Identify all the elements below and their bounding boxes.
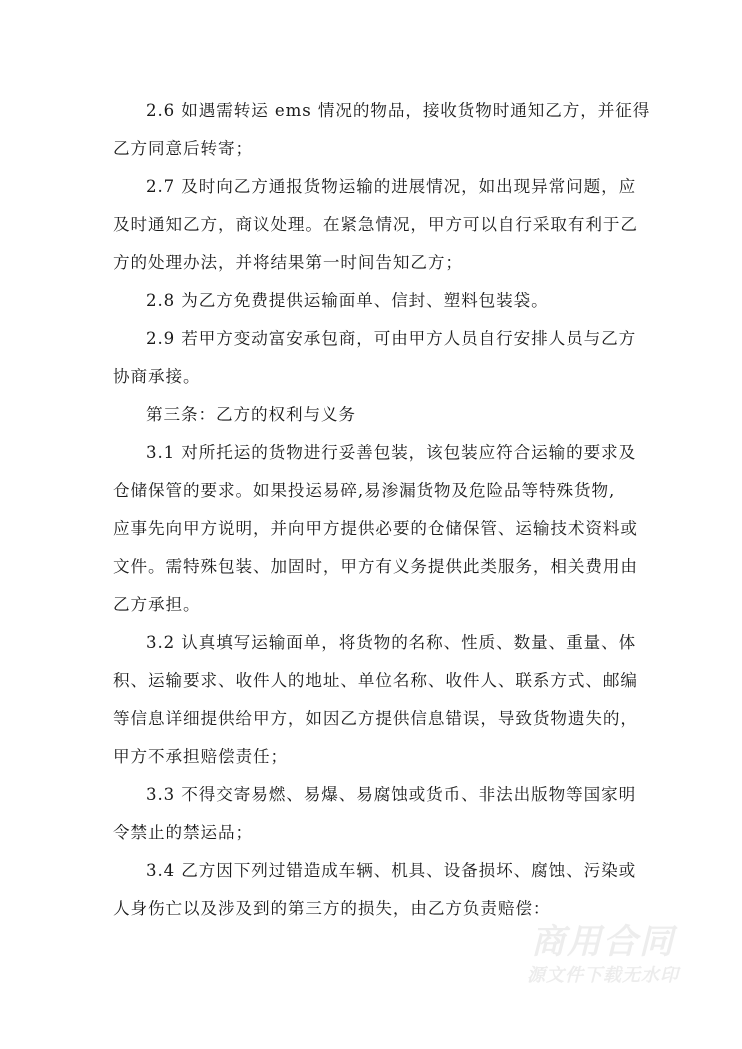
clause-2-8-line-1: 2.8 为乙方免费提供运输面单、信封、塑料包装袋。 — [146, 291, 549, 310]
clause-3-1-line-1: 3.1 对所托运的货物进行妥善包装，该包装应符合运输的要求及 — [146, 443, 637, 462]
clause-3-2-line-1: 3.2 认真填写运输面单，将货物的名称、性质、数量、重量、体 — [146, 633, 637, 652]
clause-3-1-line-3: 应事先向甲方说明，并向甲方提供必要的仓储保管、运输技术资料或 — [113, 519, 638, 538]
clause-3-2-line-3: 等信息详细提供给甲方，如因乙方提供信息错误，导致货物遗失的， — [113, 709, 638, 728]
clause-3-3-line-2: 令禁止的禁运品； — [113, 823, 253, 842]
clause-2-7-line-1: 2.7 及时向乙方通报货物运输的进展情况，如出现异常问题，应 — [146, 177, 637, 196]
section-3-heading: 第三条：乙方的权利与义务 — [146, 405, 356, 424]
clause-2-7-line-2: 及时通知乙方，商议处理。在紧急情况，甲方可以自行采取有利于乙 — [113, 215, 638, 234]
clause-3-1-line-2: 仓储保管的要求。如果投运易碎,易渗漏货物及危险品等特殊货物, — [113, 481, 616, 500]
clause-2-9-line-1: 2.9 若甲方变动富安承包商，可由甲方人员自行安排人员与乙方 — [146, 329, 637, 348]
clause-3-3-line-1: 3.3 不得交寄易燃、易爆、易腐蚀或货币、非法出版物等国家明 — [146, 785, 637, 804]
clause-2-6-line-1: 2.6 如遇需转运 ems 情况的物品，接收货物时通知乙方，并征得 — [146, 101, 651, 120]
clause-3-1-line-5: 乙方承担。 — [113, 595, 201, 614]
clause-2-9-line-2: 协商承接。 — [113, 367, 201, 386]
clause-3-4-line-1: 3.4 乙方因下列过错造成车辆、机具、设备损坏、腐蚀、污染或 — [146, 861, 637, 880]
clause-3-1-line-4: 文件。需特殊包装、加固时，甲方有义务提供此类服务，相关费用由 — [113, 557, 638, 576]
clause-3-2-line-2: 积、运输要求、收件人的地址、单位名称、收件人、联系方式、邮编 — [113, 671, 638, 690]
watermark-title: 商用合同 — [531, 922, 675, 962]
clause-3-4-line-2: 人身伤亡以及涉及到的第三方的损失，由乙方负责赔偿： — [113, 899, 551, 918]
clause-2-6-line-2: 乙方同意后转寄； — [113, 139, 253, 158]
document-page — [113, 98, 651, 934]
watermark-subtitle: 源文件下载无水印 — [527, 965, 679, 986]
clause-2-7-line-3: 方的处理办法，并将结果第一时间告知乙方； — [113, 253, 463, 272]
clause-3-2-line-4: 甲方不承担赔偿责任； — [113, 747, 288, 766]
